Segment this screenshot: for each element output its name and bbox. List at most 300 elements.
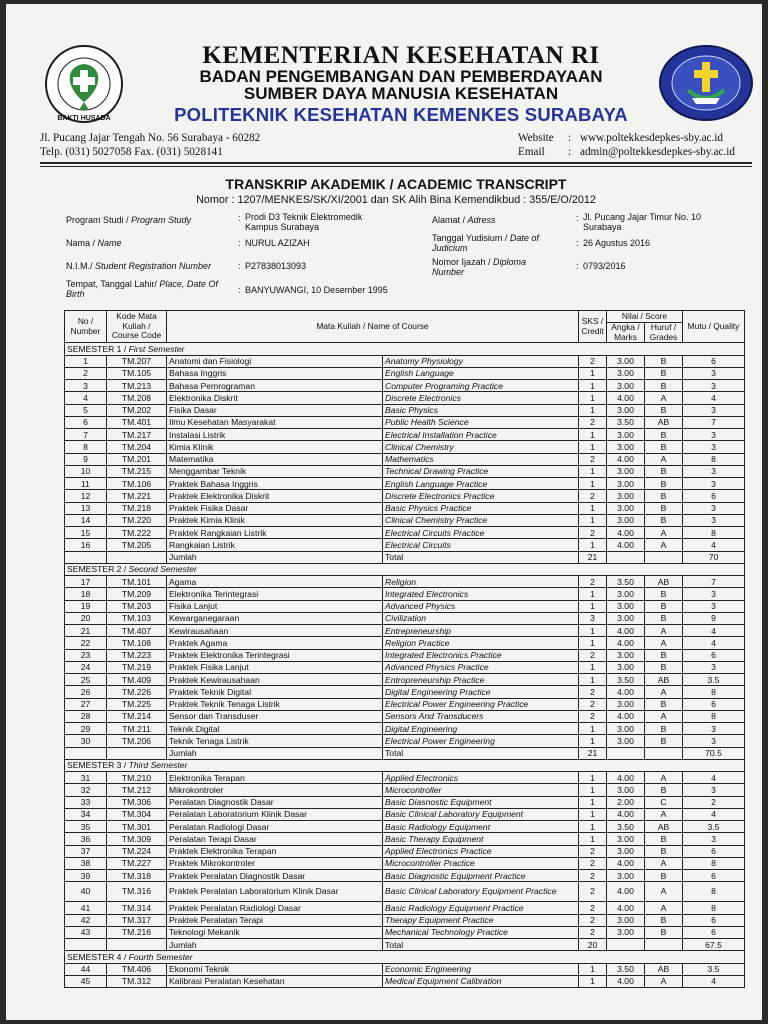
course-name: Ekonomi Teknik (167, 963, 383, 975)
course-sks: 1 (579, 367, 607, 379)
yudisium-value: 26 Agustus 2016 (583, 238, 651, 248)
course-grade: B (645, 698, 683, 710)
table-row (65, 465, 745, 477)
colon: : (576, 213, 579, 223)
course-name: Teknik Digital (167, 723, 383, 735)
course-name-en: Religion (383, 576, 579, 588)
poltekkes-logo (658, 44, 754, 122)
course-name: Praktek Kimia Klinik (167, 514, 383, 526)
course-marks: 3.00 (607, 914, 645, 926)
website-link[interactable]: www.poltekkesdepkes-sby.ac.id (580, 132, 724, 144)
course-sks: 1 (579, 625, 607, 637)
course-grade: AB (645, 674, 683, 686)
row-number: 18 (65, 588, 107, 600)
row-number: 1 (65, 355, 107, 367)
course-name-en: Integrated Electronics (383, 588, 579, 600)
course-code: TM.316 (107, 882, 167, 902)
ministry-title: KEMENTERIAN KESEHATAN RI (202, 42, 600, 69)
course-code: TM.201 (107, 453, 167, 465)
course-marks: 3.50 (607, 963, 645, 975)
course-quality: 3 (683, 465, 745, 477)
course-sks: 2 (579, 926, 607, 938)
course-marks: 3.00 (607, 588, 645, 600)
course-quality: 8 (683, 857, 745, 869)
address-value: Jl. Pucang Jajar Timur No. 10 Surabaya (583, 212, 702, 232)
header-sks: SKS / Credit (579, 311, 607, 343)
course-marks: 4.00 (607, 882, 645, 902)
course-quality: 3 (683, 478, 745, 490)
row-number: 36 (65, 833, 107, 845)
row-number: 9 (65, 453, 107, 465)
course-marks: 3.50 (607, 576, 645, 588)
row-number: 17 (65, 576, 107, 588)
course-name-en: Electrical Installation Practice (383, 429, 579, 441)
course-code: TM.103 (107, 612, 167, 624)
course-quality: 6 (683, 926, 745, 938)
table-row (65, 355, 745, 367)
row-number: 7 (65, 429, 107, 441)
row-number: 26 (65, 686, 107, 698)
table-row (65, 380, 745, 392)
row-number: 39 (65, 870, 107, 882)
phone-text: Telp. (031) 5027058 Fax. (031) 5028141 (40, 146, 223, 158)
course-name: Kalibrasi Peralatan Kesehatan (167, 975, 383, 987)
course-marks: 3.00 (607, 490, 645, 502)
course-code: TM.214 (107, 710, 167, 722)
course-quality: 6 (683, 698, 745, 710)
course-code: TM.312 (107, 975, 167, 987)
course-quality: 4 (683, 808, 745, 820)
course-sks: 1 (579, 772, 607, 784)
course-marks: 3.00 (607, 833, 645, 845)
course-name: Peralatan Radiologi Dasar (167, 821, 383, 833)
course-quality: 8 (683, 902, 745, 914)
course-code: TM.227 (107, 857, 167, 869)
row-number: 14 (65, 514, 107, 526)
course-name-en: Basic Diagnostic Equipment Practice (383, 870, 579, 882)
course-name-en: Discrete Electronics (383, 392, 579, 404)
table-row (65, 914, 745, 926)
row-number: 27 (65, 698, 107, 710)
course-grade: A (645, 882, 683, 902)
course-quality: 8 (683, 686, 745, 698)
course-sks: 1 (579, 784, 607, 796)
course-marks: 3.00 (607, 478, 645, 490)
total-quality: 67.5 (683, 939, 745, 951)
course-sks: 1 (579, 975, 607, 987)
course-marks: 4.00 (607, 975, 645, 987)
course-code: TM.205 (107, 539, 167, 551)
course-grade: A (645, 975, 683, 987)
jumlah-label: Jumlah (167, 747, 383, 759)
course-name-en: Microcontroller (383, 784, 579, 796)
header-divider (40, 162, 752, 164)
header-course: Mata Kuliah / Name of Course (167, 311, 579, 343)
row-number: 45 (65, 975, 107, 987)
course-grade: B (645, 600, 683, 612)
course-name: Praktek Rangkaian Listrik (167, 527, 383, 539)
course-code: TM.314 (107, 902, 167, 914)
course-name-en: Entropreneurship Practice (383, 674, 579, 686)
row-number: 34 (65, 808, 107, 820)
course-marks: 3.00 (607, 441, 645, 453)
course-grade: B (645, 845, 683, 857)
course-name-en: Digital Engineering (383, 723, 579, 735)
table-row (65, 502, 745, 514)
course-code: TM.317 (107, 914, 167, 926)
table-row (65, 963, 745, 975)
course-name: Elektronika Diskrit (167, 392, 383, 404)
table-row (65, 975, 745, 987)
semester-label (65, 343, 745, 355)
course-marks: 4.00 (607, 857, 645, 869)
bakti-husada-logo (44, 44, 124, 124)
course-sks: 1 (579, 796, 607, 808)
row-number: 37 (65, 845, 107, 857)
table-row (65, 808, 745, 820)
course-code: TM.204 (107, 441, 167, 453)
course-name-en: Applied Electronics (383, 772, 579, 784)
grades-body (65, 343, 745, 988)
total-quality: 70 (683, 551, 745, 563)
ijazah-value: 0793/2016 (583, 261, 626, 271)
course-name: Praktek Peralatan Diagnostik Dasar (167, 870, 383, 882)
semester-row (65, 563, 745, 575)
course-name-en: Medical Equipment Calibration (383, 975, 579, 987)
table-row (65, 710, 745, 722)
course-name: Instalasi Listrik (167, 429, 383, 441)
table-row (65, 796, 745, 808)
course-sks: 1 (579, 514, 607, 526)
semester-row (65, 343, 745, 355)
course-quality: 4 (683, 539, 745, 551)
course-name: Teknologi Mekanik (167, 926, 383, 938)
email-colon: : (568, 146, 572, 158)
course-quality: 3.5 (683, 821, 745, 833)
birth-label: Tempat, Tanggal Lahir/ Place, Date Of Birth (66, 279, 218, 299)
table-row (65, 514, 745, 526)
course-code: TM.304 (107, 808, 167, 820)
course-name: Praktek Teknik Digital (167, 686, 383, 698)
course-sks: 1 (579, 380, 607, 392)
course-name-en: Civilization (383, 612, 579, 624)
table-row (65, 429, 745, 441)
name-value: NURUL AZIZAH (245, 238, 310, 248)
course-name-en: Public Health Science (383, 416, 579, 428)
header-mutu: Mutu / Quality (683, 311, 745, 343)
website-label: Website (518, 132, 554, 144)
colon: : (576, 238, 579, 248)
course-name: Peralatan Laboratorium Klinik Dasar (167, 808, 383, 820)
course-name: Praktek Peralatan Terapi (167, 914, 383, 926)
course-name-en: Electrical Power Engineering Practice (383, 698, 579, 710)
course-name: Ilmu Kesehatan Masyarakat (167, 416, 383, 428)
course-name: Peralatan Terapi Dasar (167, 833, 383, 845)
row-number: 29 (65, 723, 107, 735)
table-row (65, 870, 745, 882)
course-name-en: Economic Engineering (383, 963, 579, 975)
course-name-en: Basic Radiology Equipment (383, 821, 579, 833)
course-code: TM.217 (107, 429, 167, 441)
course-grade: B (645, 833, 683, 845)
course-name: Praktek Agama (167, 637, 383, 649)
table-row (65, 416, 745, 428)
row-number: 25 (65, 674, 107, 686)
row-number: 38 (65, 857, 107, 869)
course-quality: 4 (683, 637, 745, 649)
course-sks: 1 (579, 735, 607, 747)
course-grade: B (645, 380, 683, 392)
semester-label-id: SEMESTER 2 / (67, 564, 129, 575)
course-grade: B (645, 661, 683, 673)
course-sks: 2 (579, 686, 607, 698)
course-quality: 8 (683, 710, 745, 722)
course-name: Mikrokontroler (167, 784, 383, 796)
course-quality: 6 (683, 914, 745, 926)
program-label: Program Studi / Program Study (66, 215, 192, 225)
course-name: Praktek Elektronika Terintegrasi (167, 649, 383, 661)
colon: : (238, 285, 241, 295)
course-sks: 2 (579, 576, 607, 588)
header-code: Kode Mata Kuliah / Course Code (107, 311, 167, 343)
course-marks: 3.00 (607, 784, 645, 796)
course-grade: B (645, 404, 683, 416)
course-code: TM.213 (107, 380, 167, 392)
row-number: 16 (65, 539, 107, 551)
course-sks: 2 (579, 870, 607, 882)
course-sks: 1 (579, 465, 607, 477)
empty-cell (645, 551, 683, 563)
row-number: 28 (65, 710, 107, 722)
course-name-en: Basic Radiology Equipment Practice (383, 902, 579, 914)
course-name-en: Mechanical Technology Practice (383, 926, 579, 938)
course-name-en: Basic Physics (383, 404, 579, 416)
header-angka: Angka / Marks (607, 323, 645, 343)
course-name: Praktek Elektronika Diskrit (167, 490, 383, 502)
course-grade: B (645, 735, 683, 747)
course-marks: 4.00 (607, 902, 645, 914)
row-number: 22 (65, 637, 107, 649)
course-marks: 3.00 (607, 502, 645, 514)
table-row (65, 821, 745, 833)
course-code: TM.223 (107, 649, 167, 661)
empty-cell (607, 939, 645, 951)
total-sks: 21 (579, 551, 607, 563)
table-row (65, 772, 745, 784)
course-name-en: Mathematics (383, 453, 579, 465)
table-row (65, 612, 745, 624)
course-marks: 3.50 (607, 674, 645, 686)
course-name-en: English Language Practice (383, 478, 579, 490)
course-code: TM.202 (107, 404, 167, 416)
course-name-en: Entrepreneurship (383, 625, 579, 637)
jumlah-label: Jumlah (167, 939, 383, 951)
nim-label: N.I.M./ Student Registration Number (66, 261, 212, 271)
semester-row (65, 951, 745, 963)
semester-label (65, 563, 745, 575)
course-grade: A (645, 772, 683, 784)
course-quality: 6 (683, 870, 745, 882)
course-grade: B (645, 914, 683, 926)
course-code: TM.212 (107, 784, 167, 796)
course-grade: AB (645, 416, 683, 428)
table-row (65, 625, 745, 637)
course-name: Fisika Dasar (167, 404, 383, 416)
course-name-en: Basic Physics Practice (383, 502, 579, 514)
course-sks: 1 (579, 600, 607, 612)
course-name: Kewarganegaraan (167, 612, 383, 624)
course-name-en: Religion Practice (383, 637, 579, 649)
website-colon: : (568, 132, 572, 144)
course-code: TM.215 (107, 465, 167, 477)
course-name-en: Digital Engineering Practice (383, 686, 579, 698)
table-row (65, 490, 745, 502)
semester-label-id: SEMESTER 3 / (67, 760, 129, 771)
row-number: 33 (65, 796, 107, 808)
row-number: 10 (65, 465, 107, 477)
course-name-en: Microcontroller Practice (383, 857, 579, 869)
colon: : (238, 213, 241, 223)
row-number: 19 (65, 600, 107, 612)
course-marks: 3.00 (607, 870, 645, 882)
course-sks: 2 (579, 490, 607, 502)
course-grade: AB (645, 821, 683, 833)
course-quality: 9 (683, 612, 745, 624)
course-quality: 3 (683, 514, 745, 526)
course-quality: 3.5 (683, 674, 745, 686)
course-code: TM.220 (107, 514, 167, 526)
semester-label-en: First Semester (128, 343, 185, 354)
course-name-en: Computer Programing Practice (383, 380, 579, 392)
course-name-en: Anatomy Physiology (383, 355, 579, 367)
table-row (65, 637, 745, 649)
semester-label-id: SEMESTER 1 / (67, 343, 129, 354)
colon: : (238, 261, 241, 271)
course-code: TM.406 (107, 963, 167, 975)
header-score: Nilai / Score (607, 311, 683, 323)
course-name: Fisika Lanjut (167, 600, 383, 612)
course-sks: 2 (579, 453, 607, 465)
course-name: Agama (167, 576, 383, 588)
course-sks: 2 (579, 710, 607, 722)
course-sks: 1 (579, 833, 607, 845)
empty-cell (607, 747, 645, 759)
course-grade: B (645, 441, 683, 453)
course-marks: 4.00 (607, 392, 645, 404)
course-name-en: Sensors And Transducers (383, 710, 579, 722)
course-sks: 2 (579, 845, 607, 857)
table-row (65, 735, 745, 747)
course-marks: 3.00 (607, 367, 645, 379)
course-marks: 3.00 (607, 735, 645, 747)
semester-label-id: SEMESTER 4 / (67, 951, 129, 962)
course-grade: A (645, 453, 683, 465)
course-sks: 1 (579, 637, 607, 649)
course-name: Kewirausahaan (167, 625, 383, 637)
course-quality: 3 (683, 429, 745, 441)
course-name: Praktek Elektronika Terapan (167, 845, 383, 857)
course-grade: B (645, 784, 683, 796)
empty-cell (65, 747, 107, 759)
course-code: TM.105 (107, 367, 167, 379)
course-code: TM.318 (107, 870, 167, 882)
course-grade: B (645, 502, 683, 514)
course-name-en: Technical Drawing Practice (383, 465, 579, 477)
course-sks: 1 (579, 808, 607, 820)
course-sks: 2 (579, 527, 607, 539)
table-row (65, 367, 745, 379)
course-code: TM.211 (107, 723, 167, 735)
course-marks: 4.00 (607, 808, 645, 820)
course-quality: 2 (683, 796, 745, 808)
course-grade: A (645, 539, 683, 551)
course-quality: 6 (683, 649, 745, 661)
document-title: TRANSKRIP AKADEMIK / ACADEMIC TRANSCRIPT (225, 176, 567, 192)
course-sks: 1 (579, 723, 607, 735)
course-grade: A (645, 392, 683, 404)
course-sks: 2 (579, 882, 607, 902)
course-quality: 3 (683, 735, 745, 747)
total-label: Total (383, 939, 579, 951)
course-code: TM.101 (107, 576, 167, 588)
course-quality: 3 (683, 600, 745, 612)
course-marks: 3.00 (607, 845, 645, 857)
course-quality: 7 (683, 576, 745, 588)
table-row (65, 661, 745, 673)
course-code: TM.401 (107, 416, 167, 428)
course-code: TM.207 (107, 355, 167, 367)
header-divider-thin (40, 166, 752, 167)
course-marks: 3.00 (607, 612, 645, 624)
course-quality: 4 (683, 392, 745, 404)
course-code: TM.222 (107, 527, 167, 539)
course-sks: 1 (579, 963, 607, 975)
course-name: Teknik Tenaga Listrik (167, 735, 383, 747)
row-number: 32 (65, 784, 107, 796)
table-row (65, 576, 745, 588)
course-name: Praktek Peralatan Radiologi Dasar (167, 902, 383, 914)
course-quality: 7 (683, 416, 745, 428)
course-grade: B (645, 649, 683, 661)
course-name: Menggambar Teknik (167, 465, 383, 477)
course-quality: 8 (683, 882, 745, 902)
course-marks: 4.00 (607, 539, 645, 551)
course-name-en: English Language (383, 367, 579, 379)
jumlah-row (65, 939, 745, 951)
course-grade: B (645, 478, 683, 490)
course-grade: A (645, 710, 683, 722)
course-name-en: Basic Clinical Laboratory Equipment (383, 808, 579, 820)
institution-name: POLITEKNIK KESEHATAN KEMENKES SURABAYA (174, 104, 628, 125)
table-row (65, 857, 745, 869)
course-quality: 3 (683, 833, 745, 845)
course-sks: 1 (579, 674, 607, 686)
course-sks: 1 (579, 441, 607, 453)
course-grade: AB (645, 963, 683, 975)
semester-label-en: Fourth Semester (128, 951, 193, 962)
course-code: TM.209 (107, 588, 167, 600)
email-link[interactable]: admin@poltekkesdepkes-sby.ac.id (580, 146, 735, 158)
course-name: Praktek Teknik Tenaga Listrik (167, 698, 383, 710)
course-name-en: Basic Therapy Equipment (383, 833, 579, 845)
svg-text:BAKTI HUSADA: BAKTI HUSADA (57, 115, 111, 122)
course-grade: B (645, 355, 683, 367)
table-row (65, 723, 745, 735)
course-code: TM.224 (107, 845, 167, 857)
course-sks: 1 (579, 588, 607, 600)
course-marks: 2.00 (607, 796, 645, 808)
row-number: 30 (65, 735, 107, 747)
